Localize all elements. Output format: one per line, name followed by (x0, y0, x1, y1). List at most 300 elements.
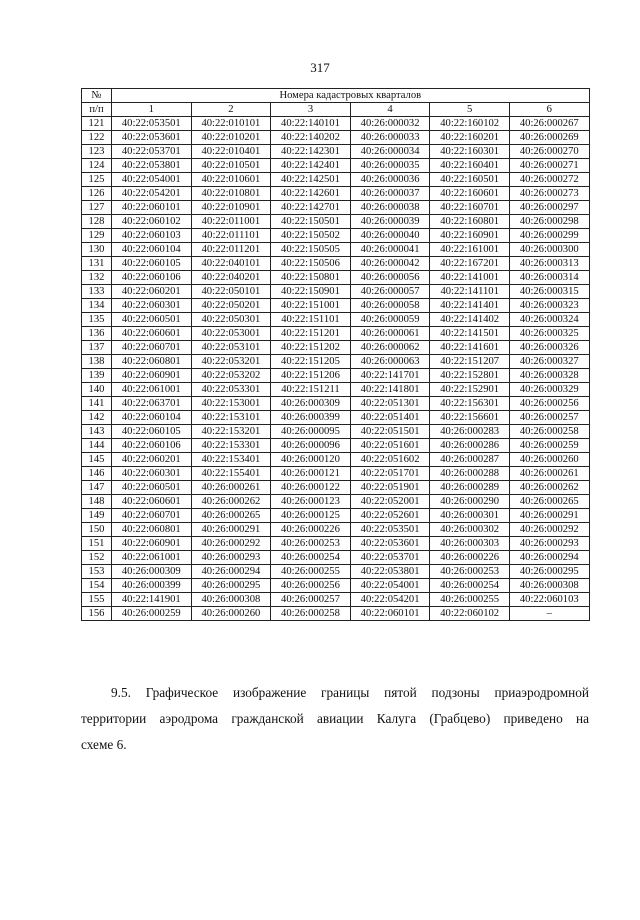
table-row (82, 467, 590, 481)
cadastral-number-cell: 40:22:160301 (430, 145, 510, 159)
header-column: 4 (350, 103, 430, 117)
cadastral-number-cell: 40:26:000059 (350, 313, 430, 327)
table-row (82, 243, 590, 257)
table-row (82, 565, 590, 579)
table-row (82, 481, 590, 495)
cadastral-number-cell: 40:22:011001 (191, 215, 271, 229)
row-number-cell: 133 (82, 285, 112, 299)
cadastral-number-cell: 40:22:010801 (191, 187, 271, 201)
cadastral-number-cell: 40:22:141101 (430, 285, 510, 299)
cadastral-number-cell: 40:22:160801 (430, 215, 510, 229)
cadastral-number-cell: 40:26:000121 (271, 467, 351, 481)
cadastral-number-cell: 40:26:000262 (509, 481, 589, 495)
row-number-cell: 151 (82, 537, 112, 551)
cadastral-number-cell: 40:22:053202 (191, 369, 271, 383)
cadastral-number-cell: 40:22:150801 (271, 271, 351, 285)
header-column: 5 (430, 103, 510, 117)
table-row (82, 579, 590, 593)
cadastral-number-cell: 40:26:000291 (509, 509, 589, 523)
cadastral-number-cell: – (509, 607, 589, 621)
table-row (82, 159, 590, 173)
cadastral-number-cell: 40:26:000329 (509, 383, 589, 397)
cadastral-number-cell: 40:22:060601 (112, 495, 192, 509)
cadastral-number-cell: 40:26:000254 (430, 579, 510, 593)
cadastral-number-cell: 40:22:050101 (191, 285, 271, 299)
cadastral-number-cell: 40:26:000058 (350, 299, 430, 313)
table-row (82, 355, 590, 369)
cadastral-number-cell: 40:22:160901 (430, 229, 510, 243)
cadastral-number-cell: 40:22:060701 (112, 341, 192, 355)
cadastral-number-cell: 40:22:060301 (112, 467, 192, 481)
table-row (82, 187, 590, 201)
row-number-cell: 124 (82, 159, 112, 173)
cadastral-number-cell: 40:22:053101 (191, 341, 271, 355)
row-number-cell: 137 (82, 341, 112, 355)
cadastral-number-cell: 40:26:000286 (430, 439, 510, 453)
cadastral-number-cell: 40:22:155401 (191, 467, 271, 481)
row-number-cell: 146 (82, 467, 112, 481)
row-number-cell: 125 (82, 173, 112, 187)
cadastral-number-cell: 40:26:000040 (350, 229, 430, 243)
header-item-number: п/п (82, 103, 112, 117)
row-number-cell: 132 (82, 271, 112, 285)
cadastral-number-cell: 40:22:060105 (112, 425, 192, 439)
table-row (82, 201, 590, 215)
cadastral-number-cell: 40:26:000095 (271, 425, 351, 439)
cadastral-number-cell: 40:26:000283 (430, 425, 510, 439)
cadastral-number-cell: 40:22:010901 (191, 201, 271, 215)
cadastral-number-cell: 40:22:151001 (271, 299, 351, 313)
cadastral-number-cell: 40:26:000032 (350, 117, 430, 131)
cadastral-number-cell: 40:26:000313 (509, 257, 589, 271)
cadastral-number-cell: 40:22:053201 (191, 355, 271, 369)
cadastral-number-cell: 40:22:050301 (191, 313, 271, 327)
cadastral-number-cell: 40:26:000295 (509, 565, 589, 579)
cadastral-number-cell: 40:22:141601 (430, 341, 510, 355)
table-row (82, 327, 590, 341)
cadastral-number-cell: 40:22:151101 (271, 313, 351, 327)
cadastral-number-cell: 40:22:156301 (430, 397, 510, 411)
cadastral-number-cell: 40:26:000034 (350, 145, 430, 159)
table-row (82, 173, 590, 187)
cadastral-number-cell: 40:22:153101 (191, 411, 271, 425)
cadastral-number-cell: 40:22:141701 (350, 369, 430, 383)
row-number-cell: 145 (82, 453, 112, 467)
row-number-cell: 134 (82, 299, 112, 313)
cadastral-number-cell: 40:26:000125 (271, 509, 351, 523)
cadastral-number-cell: 40:26:000261 (191, 481, 271, 495)
cadastral-number-cell: 40:26:000261 (509, 467, 589, 481)
cadastral-number-cell: 40:22:052601 (350, 509, 430, 523)
table-row (82, 369, 590, 383)
cadastral-number-cell: 40:22:060104 (112, 411, 192, 425)
cadastral-number-cell: 40:22:153301 (191, 439, 271, 453)
cadastral-number-cell: 40:26:000265 (191, 509, 271, 523)
cadastral-number-cell: 40:26:000260 (509, 453, 589, 467)
row-number-cell: 121 (82, 117, 112, 131)
cadastral-number-cell: 40:22:141401 (430, 299, 510, 313)
table-row (82, 397, 590, 411)
cadastral-number-cell: 40:22:140202 (271, 131, 351, 145)
cadastral-number-cell: 40:22:151206 (271, 369, 351, 383)
table-row (82, 313, 590, 327)
cadastral-number-cell: 40:22:051401 (350, 411, 430, 425)
cadastral-number-cell: 40:22:167201 (430, 257, 510, 271)
table-row (82, 411, 590, 425)
cadastral-number-cell: 40:22:142601 (271, 187, 351, 201)
table-row (82, 523, 590, 537)
table-row (82, 215, 590, 229)
row-number-cell: 127 (82, 201, 112, 215)
cadastral-number-cell: 40:22:060501 (112, 313, 192, 327)
cadastral-number-cell: 40:26:000255 (430, 593, 510, 607)
cadastral-number-cell: 40:22:060102 (112, 215, 192, 229)
cadastral-number-cell: 40:26:000253 (430, 565, 510, 579)
row-number-cell: 140 (82, 383, 112, 397)
cadastral-number-cell: 40:26:000036 (350, 173, 430, 187)
cadastral-number-cell: 40:22:010401 (191, 145, 271, 159)
cadastral-number-cell: 40:22:160501 (430, 173, 510, 187)
cadastral-number-cell: 40:22:150502 (271, 229, 351, 243)
row-number-cell: 123 (82, 145, 112, 159)
row-number-cell: 129 (82, 229, 112, 243)
cadastral-number-cell: 40:22:060801 (112, 523, 192, 537)
cadastral-number-cell: 40:22:141901 (112, 593, 192, 607)
cadastral-number-cell: 40:22:053001 (191, 327, 271, 341)
cadastral-number-cell: 40:22:051501 (350, 425, 430, 439)
cadastral-number-cell: 40:26:000297 (509, 201, 589, 215)
cadastral-number-cell: 40:22:060201 (112, 453, 192, 467)
cadastral-number-cell: 40:22:142301 (271, 145, 351, 159)
cadastral-number-cell: 40:22:053501 (350, 523, 430, 537)
cadastral-number-cell: 40:26:000315 (509, 285, 589, 299)
cadastral-number-cell: 40:22:010601 (191, 173, 271, 187)
table-row (82, 537, 590, 551)
cadastral-number-cell: 40:26:000328 (509, 369, 589, 383)
cadastral-number-cell: 40:26:000257 (509, 411, 589, 425)
row-number-cell: 126 (82, 187, 112, 201)
cadastral-number-cell: 40:22:060101 (350, 607, 430, 621)
table-row (82, 439, 590, 453)
cadastral-number-cell: 40:26:000302 (430, 523, 510, 537)
table-row (82, 341, 590, 355)
row-number-cell: 130 (82, 243, 112, 257)
cadastral-number-cell: 40:22:010201 (191, 131, 271, 145)
cadastral-number-cell: 40:22:151201 (271, 327, 351, 341)
cadastral-number-cell: 40:22:040201 (191, 271, 271, 285)
cadastral-number-cell: 40:22:160401 (430, 159, 510, 173)
cadastral-number-cell: 40:26:000267 (509, 117, 589, 131)
cadastral-number-cell: 40:22:053301 (191, 383, 271, 397)
cadastral-number-cell: 40:22:051602 (350, 453, 430, 467)
cadastral-number-cell: 40:26:000063 (350, 355, 430, 369)
row-number-cell: 155 (82, 593, 112, 607)
cadastral-number-cell: 40:22:053701 (112, 145, 192, 159)
cadastral-number-cell: 40:26:000056 (350, 271, 430, 285)
cadastral-number-cell: 40:26:000301 (430, 509, 510, 523)
cadastral-number-cell: 40:26:000294 (191, 565, 271, 579)
cadastral-number-cell: 40:26:000120 (271, 453, 351, 467)
cadastral-number-cell: 40:22:142401 (271, 159, 351, 173)
cadastral-number-cell: 40:22:061001 (112, 383, 192, 397)
table-row (82, 593, 590, 607)
cadastral-number-cell: 40:22:053801 (350, 565, 430, 579)
cadastral-number-cell: 40:22:150505 (271, 243, 351, 257)
table-header-row-bottom (82, 103, 590, 117)
row-number-cell: 141 (82, 397, 112, 411)
cadastral-number-cell: 40:26:000260 (191, 607, 271, 621)
header-column: 6 (509, 103, 589, 117)
cadastral-number-cell: 40:26:000226 (430, 551, 510, 565)
cadastral-number-cell: 40:26:000288 (430, 467, 510, 481)
cadastral-number-cell: 40:26:000265 (509, 495, 589, 509)
cadastral-number-cell: 40:22:160601 (430, 187, 510, 201)
paragraph-line: территории аэродрома гражданской авиации Калуга (Грабцево) приведено на (81, 711, 589, 726)
cadastral-number-cell: 40:22:051901 (350, 481, 430, 495)
cadastral-number-cell: 40:22:054201 (112, 187, 192, 201)
table-row (82, 509, 590, 523)
cadastral-number-cell: 40:26:000258 (509, 425, 589, 439)
cadastral-number-cell: 40:22:061001 (112, 551, 192, 565)
cadastral-number-cell: 40:22:010501 (191, 159, 271, 173)
cadastral-number-cell: 40:26:000042 (350, 257, 430, 271)
cadastral-number-cell: 40:26:000272 (509, 173, 589, 187)
row-number-cell: 156 (82, 607, 112, 621)
cadastral-number-cell: 40:26:000057 (350, 285, 430, 299)
table-row (82, 453, 590, 467)
cadastral-number-cell: 40:26:000326 (509, 341, 589, 355)
row-number-cell: 139 (82, 369, 112, 383)
cadastral-number-cell: 40:22:060106 (112, 439, 192, 453)
row-number-cell: 150 (82, 523, 112, 537)
header-group-title: Номера кадастровых кварталов (112, 89, 590, 103)
table-row (82, 229, 590, 243)
cadastral-number-cell: 40:22:142701 (271, 201, 351, 215)
cadastral-number-cell: 40:26:000287 (430, 453, 510, 467)
cadastral-number-cell: 40:26:000037 (350, 187, 430, 201)
cadastral-number-cell: 40:26:000269 (509, 131, 589, 145)
cadastral-number-cell: 40:22:060103 (509, 593, 589, 607)
cadastral-number-cell: 40:26:000255 (271, 565, 351, 579)
cadastral-number-cell: 40:26:000323 (509, 299, 589, 313)
cadastral-number-cell: 40:22:063701 (112, 397, 192, 411)
table-row (82, 425, 590, 439)
cadastral-number-cell: 40:22:054001 (112, 173, 192, 187)
cadastral-number-cell: 40:22:051701 (350, 467, 430, 481)
cadastral-number-cell: 40:26:000314 (509, 271, 589, 285)
cadastral-number-cell: 40:22:060103 (112, 229, 192, 243)
cadastral-number-cell: 40:22:160201 (430, 131, 510, 145)
table-row (82, 117, 590, 131)
cadastral-number-cell: 40:26:000293 (191, 551, 271, 565)
cadastral-number-cell: 40:26:000293 (509, 537, 589, 551)
table-row (82, 551, 590, 565)
table-row (82, 495, 590, 509)
table-row (82, 131, 590, 145)
row-number-cell: 149 (82, 509, 112, 523)
cadastral-number-cell: 40:26:000292 (191, 537, 271, 551)
cadastral-number-cell: 40:22:053701 (350, 551, 430, 565)
cadastral-number-cell: 40:26:000295 (191, 579, 271, 593)
row-number-cell: 131 (82, 257, 112, 271)
row-number-cell: 144 (82, 439, 112, 453)
table-row (82, 145, 590, 159)
cadastral-number-cell: 40:22:153001 (191, 397, 271, 411)
cadastral-number-cell: 40:26:000062 (350, 341, 430, 355)
cadastral-number-cell: 40:26:000327 (509, 355, 589, 369)
cadastral-number-cell: 40:22:052001 (350, 495, 430, 509)
cadastral-number-cell: 40:26:000038 (350, 201, 430, 215)
cadastral-number-cell: 40:22:060106 (112, 271, 192, 285)
row-number-cell: 143 (82, 425, 112, 439)
cadastral-number-cell: 40:26:000298 (509, 215, 589, 229)
header-column: 3 (271, 103, 351, 117)
cadastral-number-cell: 40:22:054001 (350, 579, 430, 593)
cadastral-number-cell: 40:26:000399 (112, 579, 192, 593)
cadastral-number-cell: 40:26:000256 (271, 579, 351, 593)
cadastral-number-cell: 40:22:153201 (191, 425, 271, 439)
cadastral-number-cell: 40:26:000041 (350, 243, 430, 257)
cadastral-number-cell: 40:26:000259 (509, 439, 589, 453)
cadastral-number-cell: 40:22:141801 (350, 383, 430, 397)
cadastral-number-cell: 40:26:000294 (509, 551, 589, 565)
cadastral-number-cell: 40:26:000289 (430, 481, 510, 495)
cadastral-number-cell: 40:22:060701 (112, 509, 192, 523)
cadastral-number-cell: 40:26:000123 (271, 495, 351, 509)
header-column: 2 (191, 103, 271, 117)
cadastral-number-cell: 40:26:000253 (271, 537, 351, 551)
table-header-row-top (82, 89, 590, 103)
cadastral-number-cell: 40:22:054201 (350, 593, 430, 607)
cadastral-number-cell: 40:26:000399 (271, 411, 351, 425)
paragraph-line: 9.5. Графическое изображение границы пятой подзоны приаэродромной (111, 685, 589, 700)
cadastral-number-cell: 40:22:053501 (112, 117, 192, 131)
cadastral-number-cell: 40:22:011201 (191, 243, 271, 257)
row-number-cell: 152 (82, 551, 112, 565)
cadastral-number-cell: 40:26:000299 (509, 229, 589, 243)
cadastral-number-cell: 40:22:156601 (430, 411, 510, 425)
row-number-cell: 154 (82, 579, 112, 593)
cadastral-number-cell: 40:26:000324 (509, 313, 589, 327)
paragraph-9-5 (81, 680, 589, 758)
cadastral-number-cell: 40:26:000122 (271, 481, 351, 495)
cadastral-number-cell: 40:22:060101 (112, 201, 192, 215)
cadastral-number-cell: 40:22:140101 (271, 117, 351, 131)
cadastral-number-cell: 40:22:152801 (430, 369, 510, 383)
cadastral-number-cell: 40:22:060901 (112, 537, 192, 551)
cadastral-number-cell: 40:26:000039 (350, 215, 430, 229)
cadastral-number-cell: 40:22:050201 (191, 299, 271, 313)
paragraph-line: схеме 6. (81, 737, 127, 752)
cadastral-number-cell: 40:26:000262 (191, 495, 271, 509)
row-number-cell: 148 (82, 495, 112, 509)
row-number-cell: 138 (82, 355, 112, 369)
cadastral-number-cell: 40:26:000257 (271, 593, 351, 607)
cadastral-number-cell: 40:26:000270 (509, 145, 589, 159)
cadastral-number-cell: 40:22:160701 (430, 201, 510, 215)
cadastral-number-cell: 40:26:000290 (430, 495, 510, 509)
cadastral-number-cell: 40:22:141501 (430, 327, 510, 341)
cadastral-number-cell: 40:22:151207 (430, 355, 510, 369)
cadastral-number-cell: 40:22:150901 (271, 285, 351, 299)
cadastral-table (81, 88, 590, 621)
cadastral-number-cell: 40:26:000308 (191, 593, 271, 607)
table-body (82, 117, 590, 621)
cadastral-number-cell: 40:26:000308 (509, 579, 589, 593)
cadastral-number-cell: 40:22:051601 (350, 439, 430, 453)
cadastral-number-cell: 40:26:000254 (271, 551, 351, 565)
row-number-cell: 147 (82, 481, 112, 495)
row-number-cell: 136 (82, 327, 112, 341)
cadastral-number-cell: 40:26:000325 (509, 327, 589, 341)
cadastral-number-cell: 40:26:000303 (430, 537, 510, 551)
cadastral-number-cell: 40:26:000309 (271, 397, 351, 411)
cadastral-number-cell: 40:26:000258 (271, 607, 351, 621)
cadastral-number-cell: 40:22:141001 (430, 271, 510, 285)
cadastral-number-cell: 40:26:000273 (509, 187, 589, 201)
cadastral-number-cell: 40:22:153401 (191, 453, 271, 467)
row-number-cell: 135 (82, 313, 112, 327)
cadastral-number-cell: 40:22:060301 (112, 299, 192, 313)
row-number-cell: 122 (82, 131, 112, 145)
cadastral-number-cell: 40:22:160102 (430, 117, 510, 131)
cadastral-number-cell: 40:22:040101 (191, 257, 271, 271)
cadastral-number-cell: 40:22:051301 (350, 397, 430, 411)
cadastral-number-cell: 40:22:053801 (112, 159, 192, 173)
cadastral-number-cell: 40:22:141402 (430, 313, 510, 327)
row-number-cell: 142 (82, 411, 112, 425)
cadastral-number-cell: 40:22:053601 (350, 537, 430, 551)
cadastral-number-cell: 40:22:060105 (112, 257, 192, 271)
cadastral-number-cell: 40:22:161001 (430, 243, 510, 257)
table-row (82, 271, 590, 285)
cadastral-number-cell: 40:22:152901 (430, 383, 510, 397)
cadastral-number-cell: 40:22:151211 (271, 383, 351, 397)
cadastral-number-cell: 40:22:150501 (271, 215, 351, 229)
cadastral-number-cell: 40:26:000271 (509, 159, 589, 173)
cadastral-number-cell: 40:26:000033 (350, 131, 430, 145)
table-row (82, 607, 590, 621)
cadastral-number-cell: 40:26:000226 (271, 523, 351, 537)
cadastral-number-cell: 40:22:060601 (112, 327, 192, 341)
cadastral-number-cell: 40:22:151205 (271, 355, 351, 369)
cadastral-number-cell: 40:26:000256 (509, 397, 589, 411)
cadastral-number-cell: 40:22:053601 (112, 131, 192, 145)
table-row (82, 383, 590, 397)
cadastral-number-cell: 40:22:060104 (112, 243, 192, 257)
cadastral-number-cell: 40:26:000096 (271, 439, 351, 453)
cadastral-number-cell: 40:26:000061 (350, 327, 430, 341)
cadastral-number-cell: 40:26:000292 (509, 523, 589, 537)
cadastral-number-cell: 40:22:060801 (112, 355, 192, 369)
cadastral-number-cell: 40:22:151202 (271, 341, 351, 355)
row-number-cell: 153 (82, 565, 112, 579)
header-column: 1 (112, 103, 192, 117)
cadastral-number-cell: 40:22:010101 (191, 117, 271, 131)
cadastral-number-cell: 40:22:060102 (430, 607, 510, 621)
header-number-sign: № (82, 89, 112, 103)
table-row (82, 285, 590, 299)
cadastral-number-cell: 40:22:060501 (112, 481, 192, 495)
cadastral-number-cell: 40:22:060901 (112, 369, 192, 383)
cadastral-number-cell: 40:22:060201 (112, 285, 192, 299)
table-row (82, 257, 590, 271)
cadastral-number-cell: 40:26:000259 (112, 607, 192, 621)
cadastral-number-cell: 40:26:000035 (350, 159, 430, 173)
cadastral-number-cell: 40:22:011101 (191, 229, 271, 243)
row-number-cell: 128 (82, 215, 112, 229)
cadastral-number-cell: 40:22:142501 (271, 173, 351, 187)
